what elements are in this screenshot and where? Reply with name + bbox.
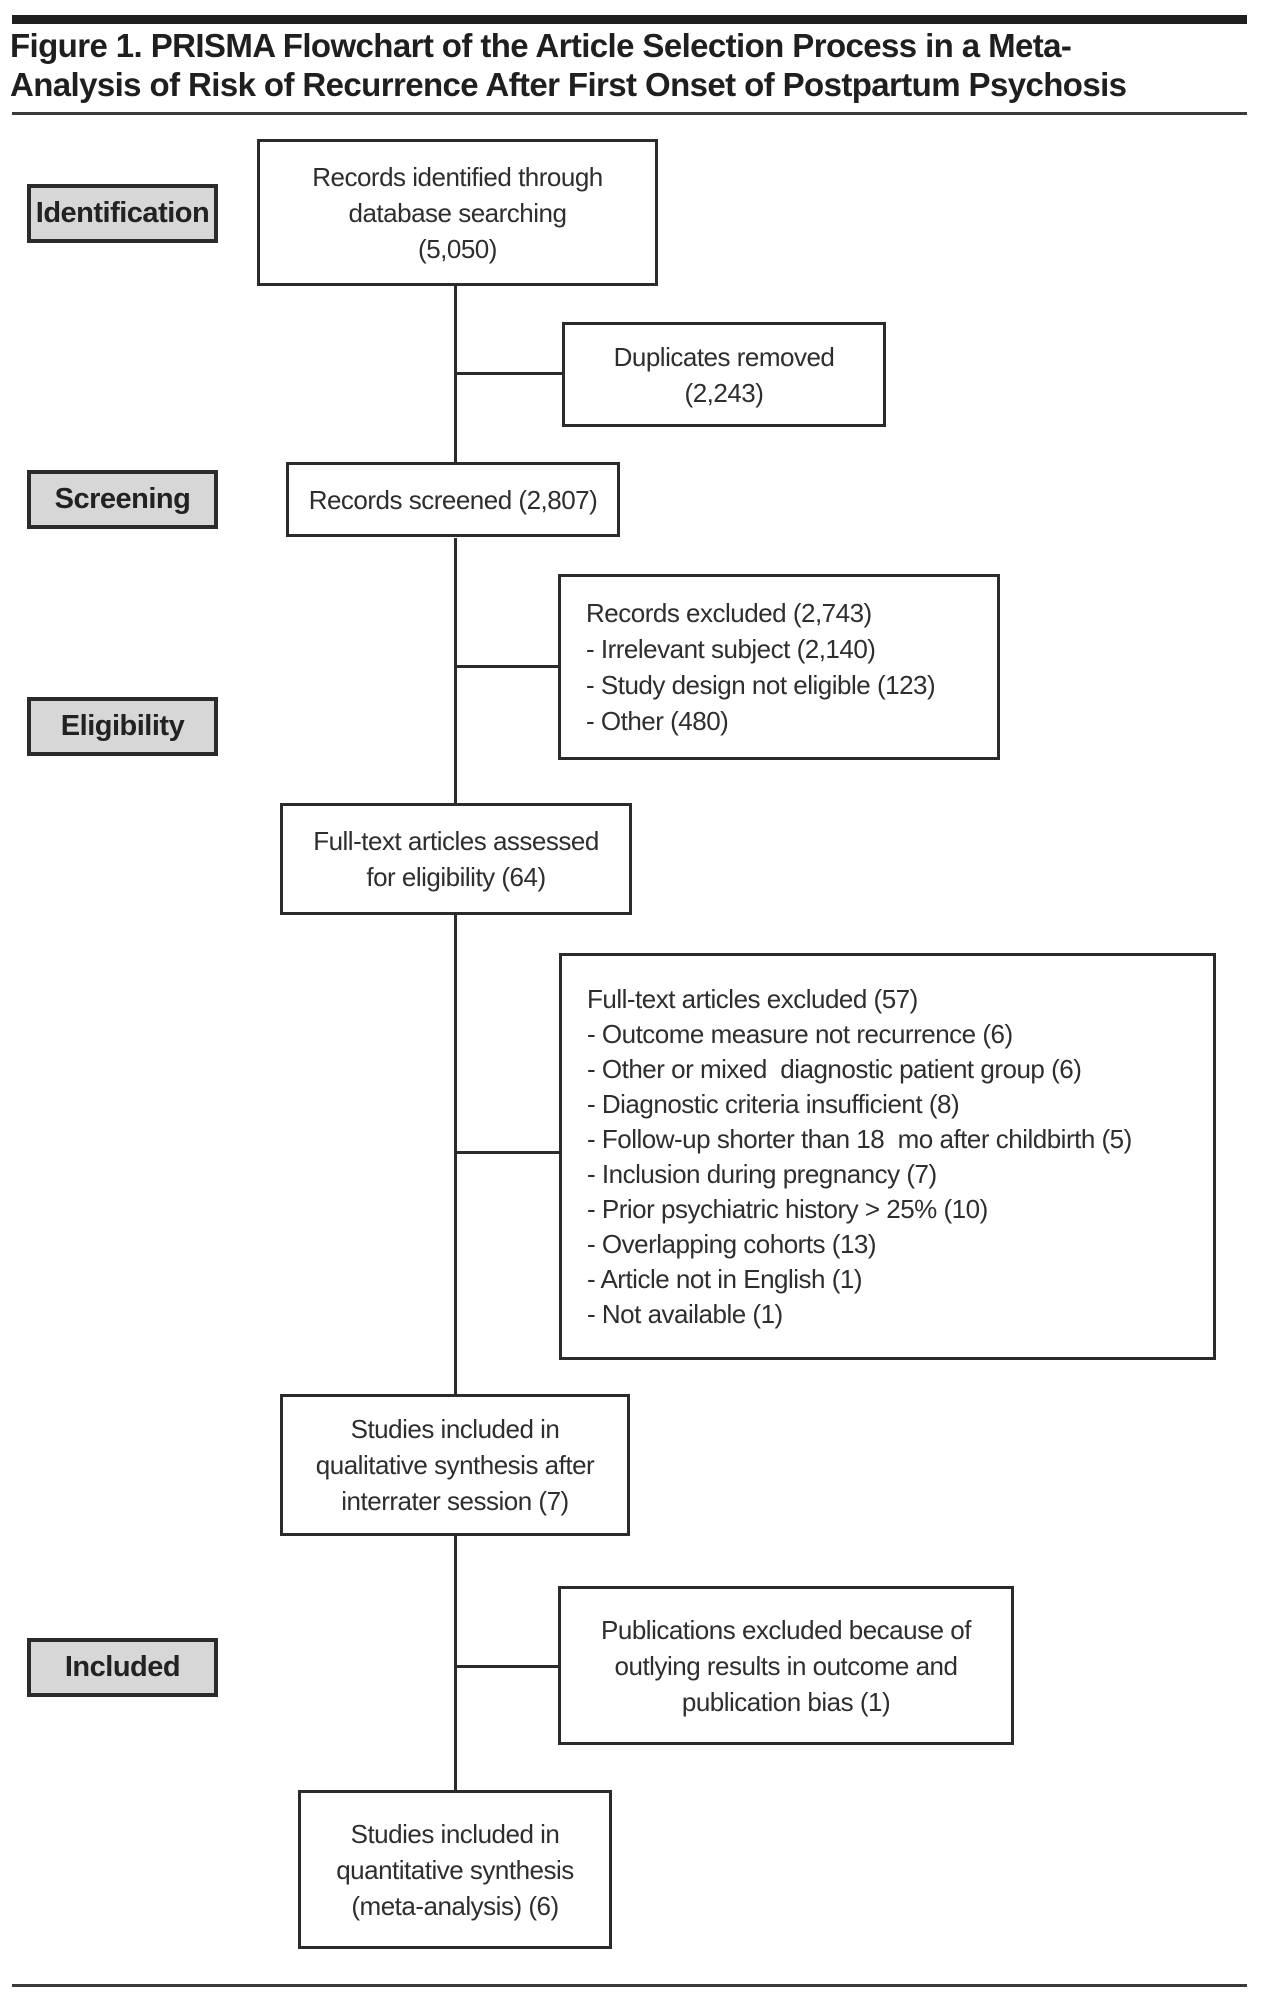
box-line: Duplicates removed (613, 341, 835, 372)
branch-to-duplicates-removed (455, 372, 562, 375)
box-line: - Other or mixed diagnostic patient group (6) (587, 1053, 1082, 1084)
box-line: database searching (348, 197, 567, 228)
box-line: - Diagnostic criteria insufficient (8) (587, 1088, 960, 1119)
box-line: (2,243) (684, 377, 764, 408)
box-fulltext-assessed (280, 803, 632, 915)
box-line: Full-text articles assessed (313, 826, 599, 856)
branch-to-fulltext-excluded (455, 1151, 559, 1154)
box-records-excluded (558, 574, 1000, 760)
stage-label-eligibility: Eligibility (27, 697, 218, 756)
box-line: (meta-analysis) (6) (351, 1890, 559, 1921)
box-line: outlying results in outcome and (614, 1650, 958, 1681)
box-line: - Irrelevant subject (2,140) (586, 634, 876, 664)
box-line: Records identified through (312, 161, 603, 192)
connector-identified-to-screened (454, 286, 457, 464)
box-line: Full-text articles excluded (57) (587, 983, 918, 1014)
stage-label-identification: Identification (27, 184, 218, 243)
branch-to-publications-excluded (455, 1665, 558, 1668)
stage-label-included: Included (27, 1638, 218, 1697)
box-fulltext-excluded (559, 953, 1216, 1360)
box-line: (5,050) (418, 233, 497, 264)
figure-top-bar (12, 15, 1247, 24)
box-line: quantitative synthesis (336, 1854, 574, 1885)
box-records-identified (257, 139, 658, 286)
box-publications-excluded (558, 1586, 1014, 1745)
box-line: - Prior psychiatric history > 25% (10) (587, 1193, 988, 1224)
box-line: Publications excluded because of (601, 1614, 971, 1645)
box-line: - Not available (1) (587, 1298, 783, 1329)
box-line: Records screened (2,807) (308, 484, 598, 515)
box-line: Studies included in (350, 1414, 560, 1444)
bottom-divider-rule (12, 1984, 1247, 1987)
figure-title (10, 26, 1260, 104)
title-divider-rule (12, 112, 1247, 115)
box-line: Studies included in (350, 1818, 560, 1849)
box-line: for eligibility (64) (366, 862, 546, 892)
box-line: interrater session (7) (341, 1486, 569, 1516)
box-line: publication bias (1) (681, 1686, 891, 1717)
box-line: - Inclusion during pregnancy (7) (587, 1158, 937, 1189)
connector-assessed-to-qualitative (454, 915, 457, 1394)
box-line: - Study design not eligible (123) (586, 670, 936, 700)
box-line: - Outcome measure not recurrence (6) (587, 1018, 1013, 1049)
box-line: Records excluded (2,743) (586, 598, 872, 628)
box-quantitative-synthesis (298, 1790, 612, 1949)
box-line: - Follow-up shorter than 18 mo after childbirth (5) (587, 1123, 1132, 1154)
box-line: - Other (480) (586, 706, 729, 736)
box-duplicates-removed (562, 322, 886, 427)
connector-qualitative-to-quantitative (454, 1536, 457, 1790)
branch-to-records-excluded (455, 665, 558, 668)
box-qualitative-synthesis (280, 1394, 630, 1536)
box-line: qualitative synthesis after (315, 1450, 595, 1480)
box-line: - Overlapping cohorts (13) (587, 1228, 877, 1259)
figure-title-line-2: Analysis of Risk of Recurrence After First Onset of Postpartum Psychosis (10, 66, 1127, 103)
stage-label-screening: Screening (27, 470, 218, 529)
box-records-screened (286, 462, 620, 537)
box-line: - Article not in English (1) (587, 1263, 863, 1294)
figure-title-line-1: Figure 1. PRISMA Flowchart of the Article Selection Process in a Meta- (10, 27, 1072, 64)
connector-screened-to-assessed (454, 538, 457, 803)
